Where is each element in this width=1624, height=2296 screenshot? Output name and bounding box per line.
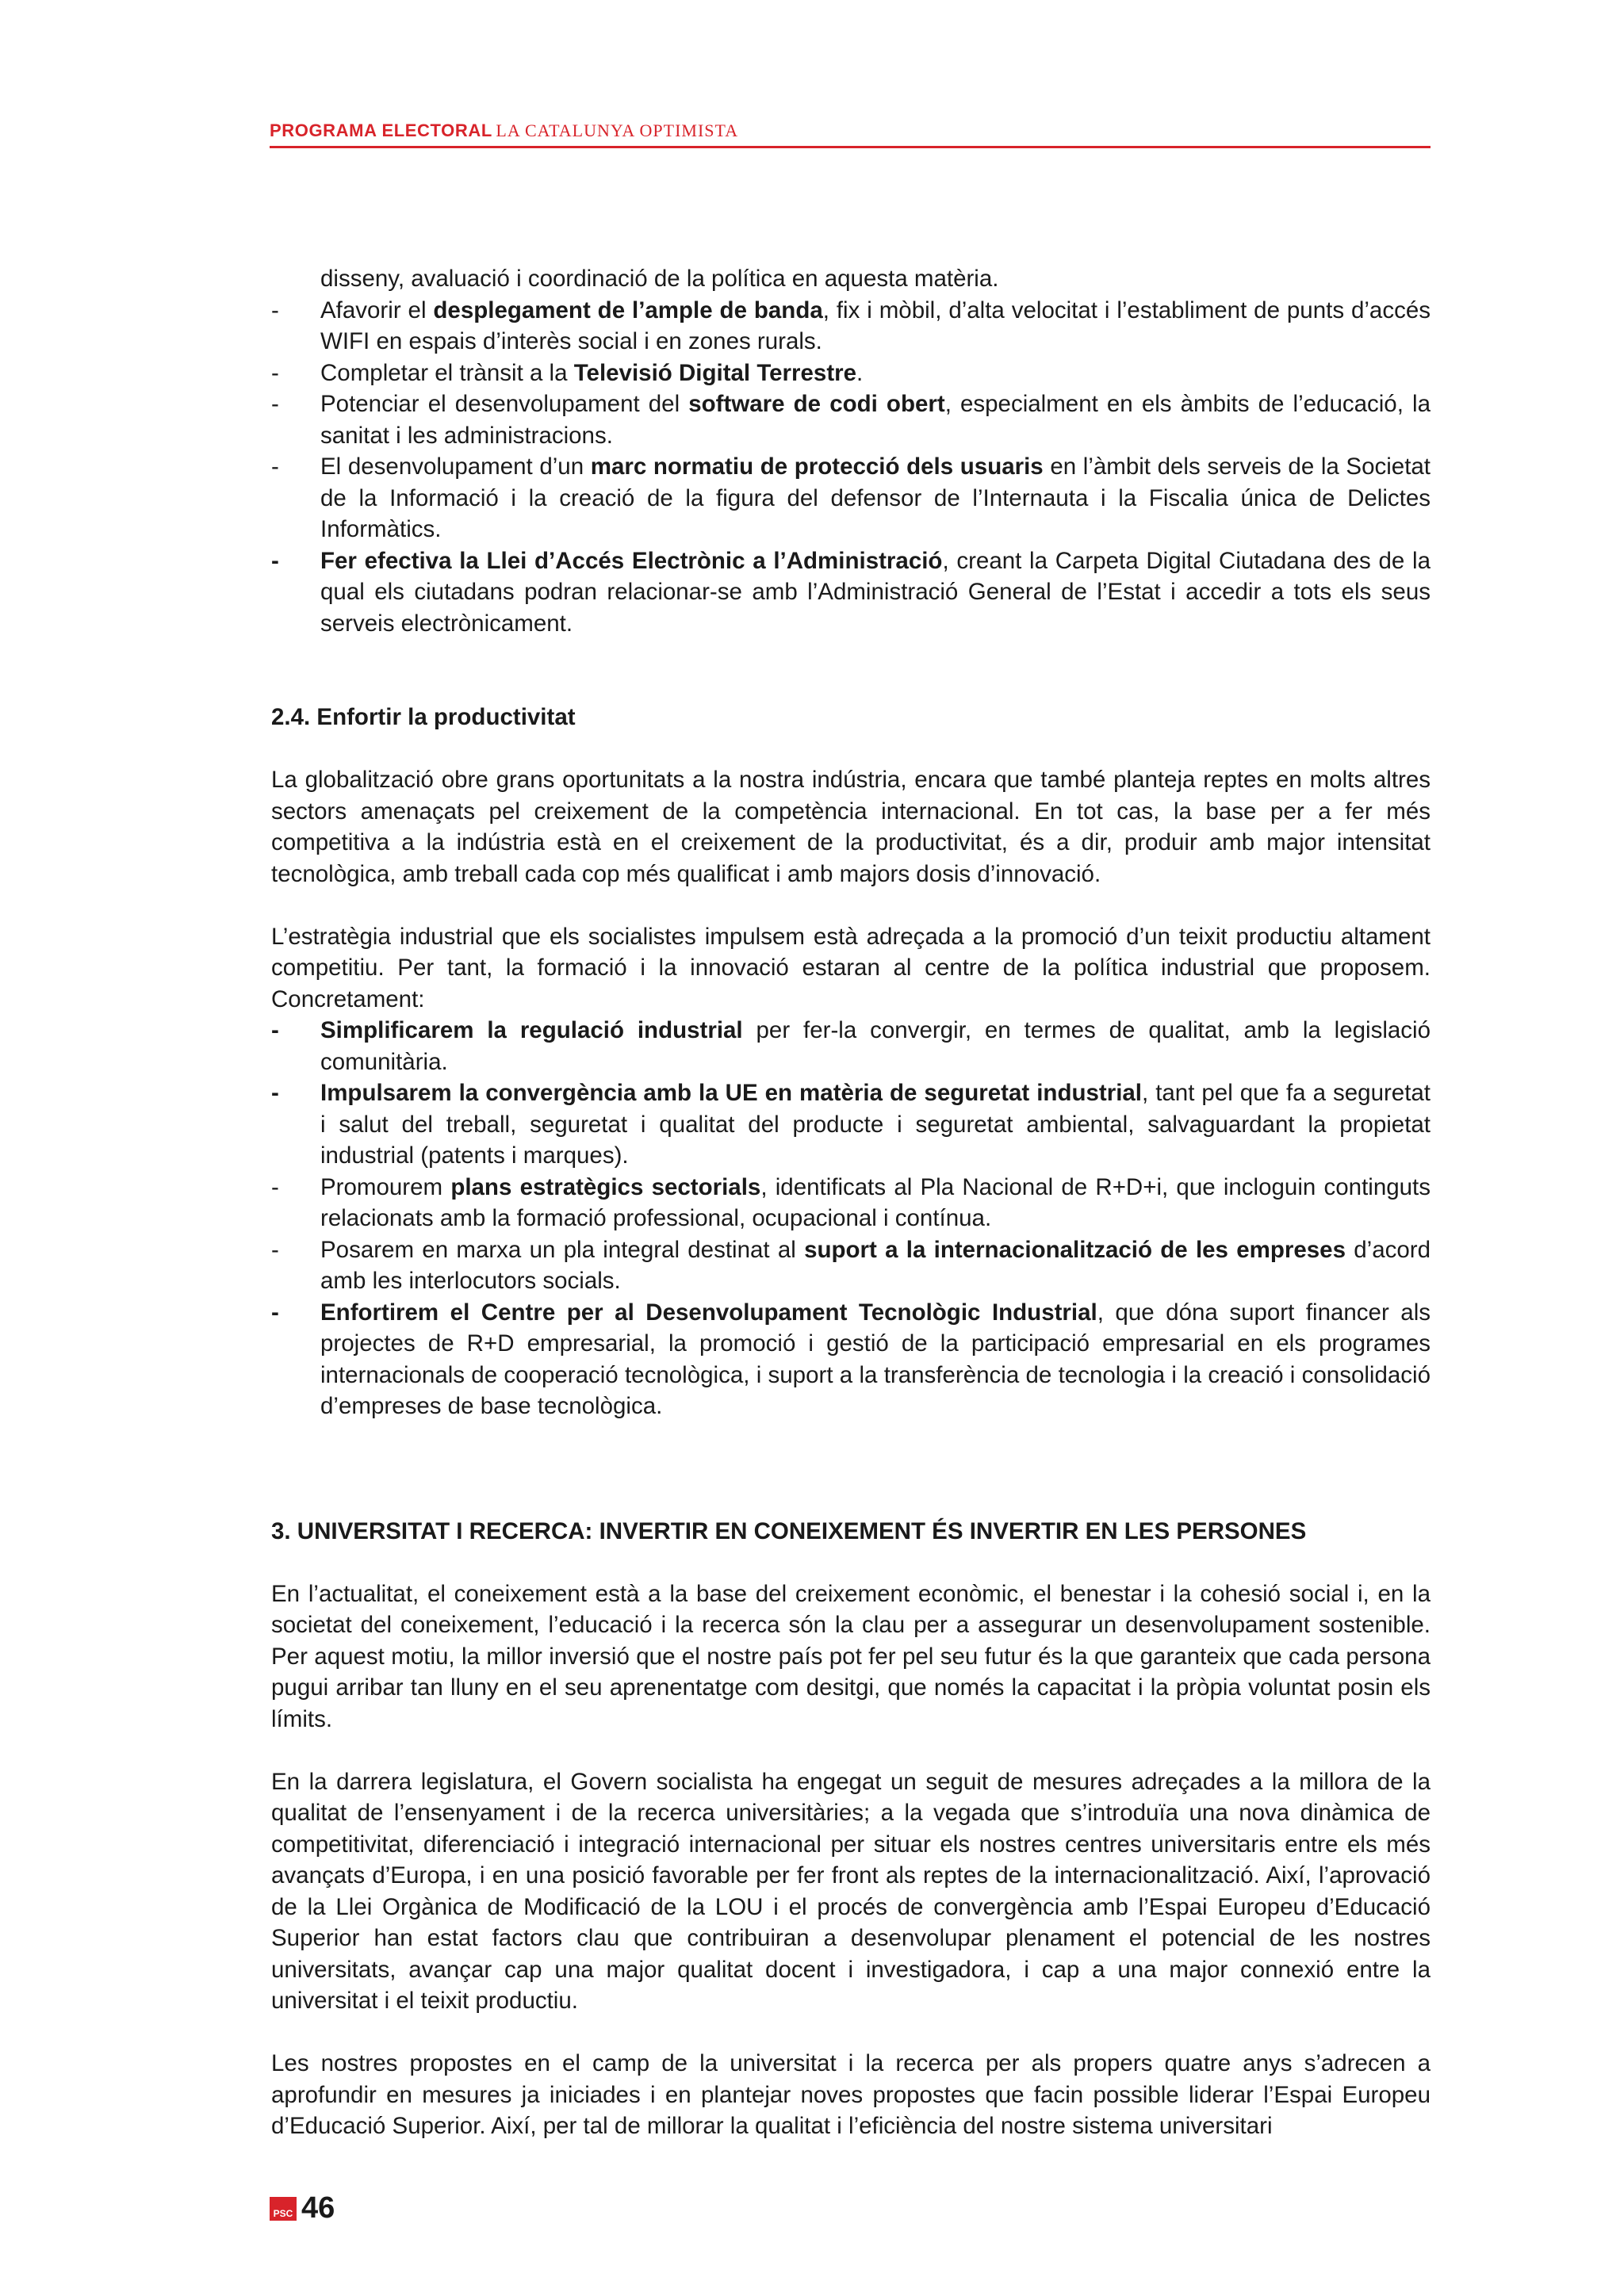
- emphasis-text: software de codi obert: [688, 391, 945, 417]
- list-item: [271, 545, 1431, 640]
- dash-bullet: -: [271, 1080, 279, 1106]
- emphasis-text: Enfortirem el Centre per al Desenvolupament Tecnològic Industrial: [320, 1299, 1097, 1326]
- dash-bullet: -: [271, 547, 279, 574]
- bullet-list-industry: [271, 1015, 1431, 1422]
- section-heading-3: 3. UNIVERSITAT I RECERCA: INVERTIR EN CONEIXEMENT ÉS INVERTIR EN LES PERSONES: [271, 1517, 1307, 1544]
- list-item: [271, 388, 1431, 451]
- list-item-text: per fer-la convergir, en termes de qualitat, amb la legislació comunitària.: [320, 1017, 1431, 1075]
- paragraph: La globalització obre grans oportunitats a la nostra indústria, encara que també planteja reptes en molts altres sectors amenaçats pel creixement de la competència internacional. En tot cas, la base per a fer més competitiva a la indústria està en el creixement de la productivitat, és a dir, produir amb major intensitat tecnològica, amb treball cada cop més qualificat i amb majors dosis d’innovació.: [271, 767, 1431, 887]
- running-header: [270, 121, 1431, 148]
- emphasis-text: plans estratègics sectorials: [450, 1173, 761, 1200]
- page-number: 46: [301, 2191, 335, 2225]
- list-item-text: Completar el trànsit a la: [320, 359, 574, 386]
- section-heading-2-4: 2.4. Enfortir la productivitat: [271, 704, 576, 730]
- bullet-list-ict: [271, 295, 1431, 640]
- list-item: [271, 1015, 1431, 1077]
- list-item: [271, 358, 1431, 389]
- psc-logo: PSC: [270, 2197, 297, 2221]
- dash-bullet: -: [271, 1299, 279, 1326]
- emphasis-text: Televisió Digital Terrestre: [573, 359, 857, 386]
- list-item-text: Promourem: [320, 1173, 451, 1200]
- list-item-text: Afavorir el: [320, 297, 434, 323]
- list-item-text: Posarem en marxa un pla integral destinat al: [320, 1236, 805, 1263]
- list-item-text: El desenvolupament d’un: [320, 453, 591, 480]
- list-item: [271, 451, 1431, 545]
- list-item-text: .: [856, 359, 864, 386]
- paragraph: En la darrera legislatura, el Govern socialista ha engegat un seguit de mesures adreçades a la millora de la qualitat de l’ensenyament i de la recerca universitàries; a la vegada que s’introduïa una nova dinàmica de competitivitat, diferenciació i integració internacional per situar els nostres centres universitaris entre els més avançats d’Europa, i en una posició favorable per fer front als reptes de la internacionalització. Així, l’aprovació de la Llei Orgànica de Modificació de la LOU i el procés de convergència amb l’Espai Europeu d’Educació Superior han estat factors clau que contribuiran a desenvolupar plenament el potencial de les nostres universitats, avançar cap una major qualitat docent i investigadora, i cap a una major connexió entre la universitat i el teixit productiu.: [271, 1768, 1431, 2014]
- paragraph: En l’actualitat, el coneixement està a la base del creixement econòmic, el benestar i la cohesió social i, en la societat del coneixement, l’educació i la recerca són la clau per a assegurar un desenvolupament sostenible. Per aquest motiu, la millor inversió que el nostre país pot fer pel seu futur és la que garanteix que cada persona pugui arribar tan lluny en el seu aprenentatge com desitgi, que només la capacitat i la pròpia voluntat posin els límits.: [271, 1580, 1431, 1732]
- emphasis-text: desplegament de l’ample de banda: [433, 297, 823, 323]
- list-item-text: , creant la Carpeta Digital Ciutadana des de la qual els ciutadans podran relacionar-se amb l’Administració General de l’Estat i accedir a tots els seus serveis electrònicament.: [320, 547, 1431, 637]
- page-body: [271, 263, 1431, 2142]
- list-item-text: , especialment en els àmbits de l’educació, la sanitat i les administracions.: [320, 391, 1431, 449]
- header-subtitle: LA CATALUNYA OPTIMISTA: [496, 121, 739, 140]
- dash-bullet: -: [271, 1017, 279, 1043]
- paragraph: Les nostres propostes en el camp de la universitat i la recerca per als propers quatre anys s’adrecen a aprofundir en mesures ja iniciades i en plantejar noves propostes que facin possible liderar l’Espai Europeu d’Educació Superior. Així, per tal de millorar la qualitat i l’eficiència del nostre sistema universitari: [271, 2050, 1431, 2139]
- list-item-text: , fix i mòbil, d’alta velocitat i l’establiment de punts d’accés WIFI en espais d’interès social i en zones rurals.: [320, 297, 1431, 354]
- list-item: [271, 1234, 1431, 1297]
- list-item-text: , que dóna suport financer als projectes de R+D empresarial, la promoció i gestió de la participació empresarial en els programes internacionals de cooperació tecnològica, i suport a la transferència de tecnologia i la creació i consolidació d’empreses de base tecnològica.: [320, 1299, 1431, 1419]
- list-item: [271, 295, 1431, 358]
- dash-bullet: -: [271, 453, 279, 480]
- dash-bullet: -: [271, 1173, 279, 1200]
- emphasis-text: Simplificarem la regulació industrial: [320, 1017, 743, 1043]
- emphasis-text: marc normatiu de protecció dels usuaris: [590, 453, 1044, 480]
- emphasis-text: Fer efectiva la Llei d’Accés Electrònic a l’Administració: [320, 547, 943, 574]
- emphasis-text: suport a la internacionalització de les empreses: [804, 1236, 1346, 1263]
- list-item: [271, 1297, 1431, 1422]
- list-item-text: , tant pel que fa a seguretat i salut del treball, seguretat i qualitat del producte i seguretat ambiental, salvaguardant la propietat industrial (patents i marques).: [320, 1080, 1431, 1169]
- emphasis-text: Impulsarem la convergència amb la UE en matèria de seguretat industrial: [320, 1080, 1142, 1106]
- header-brand: PROGRAMA ELECTORAL: [270, 121, 492, 140]
- intro-continuation: disseny, avaluació i coordinació de la política en aquesta matèria.: [320, 266, 999, 292]
- list-item-text: , identificats al Pla Nacional de R+D+i, que incloguin continguts relacionats amb la formació professional, ocupacional i contínua.: [320, 1173, 1431, 1231]
- dash-bullet: -: [271, 391, 279, 417]
- dash-bullet: -: [271, 297, 279, 323]
- list-item: [271, 1077, 1431, 1172]
- list-item-text: en l’àmbit dels serveis de la Societat de la Informació i la creació de la figura del defensor de l’Internauta i la Fiscalia única de Delictes Informàtics.: [320, 453, 1431, 542]
- dash-bullet: -: [271, 359, 279, 386]
- list-item-text: d’acord amb les interlocutors socials.: [320, 1236, 1431, 1294]
- list-item: [271, 1172, 1431, 1234]
- page-footer: [270, 2191, 335, 2225]
- list-item-text: Potenciar el desenvolupament del: [320, 391, 689, 417]
- paragraph: L’estratègia industrial que els socialistes impulsem està adreçada a la promoció d’un teixit productiu altament competitiu. Per tant, la formació i la innovació estaran al centre de la política industrial que proposem. Concretament:: [271, 923, 1431, 1012]
- dash-bullet: -: [271, 1236, 279, 1263]
